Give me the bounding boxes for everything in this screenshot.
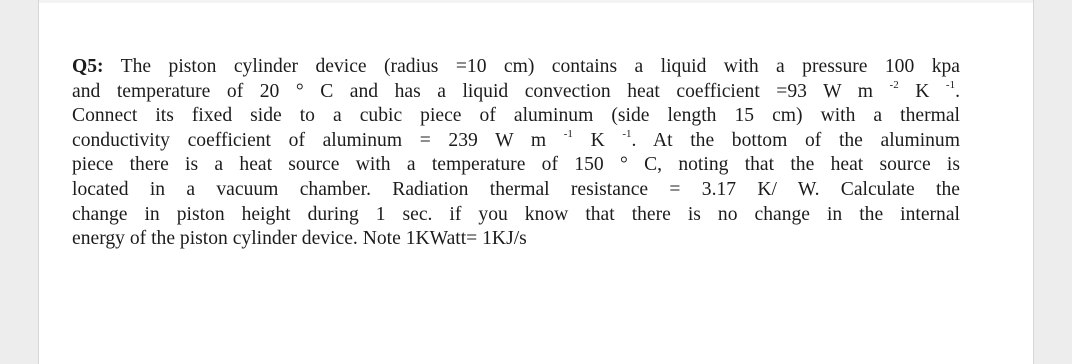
exponent: -1 <box>622 128 632 141</box>
question-text <box>72 55 960 252</box>
question-line-6: located in a vacuum chamber. Radiation thermal resistance = 3.17 K/ W. Calculate the <box>72 178 960 200</box>
question-line-1: Q5: The piston cylinder device (radius =10 cm) contains a liquid with a pressure 100 kpa <box>72 56 960 77</box>
exponent: -1 <box>563 128 573 141</box>
question-label: Q5: <box>72 56 104 77</box>
question-line-8: energy of the piston cylinder device. Note 1KWatt= 1KJ/s <box>72 228 527 250</box>
page-top-edge <box>39 0 1033 3</box>
question-line-5: piece there is a heat source with a temperature of 150 ° C, noting that the heat source is <box>72 154 960 176</box>
exponent: -2 <box>889 79 899 92</box>
question-line-3: Connect its fixed side to a cubic piece of aluminum (side length 15 cm) with a thermal <box>72 105 960 127</box>
question-line-4: conductivity coefficient of aluminum = 239 W m $^{-1}$ K $^{-1}$. At the bottom of the aluminum <box>72 128 960 151</box>
question-line-2: and temperature of 20 ° C and has a liquid convection heat coefficient =93 W m $^{-2}$ K $^{-1}$. <box>72 79 960 102</box>
question-line-7: change in piston height during 1 sec. if you know that there is no change in the internal <box>72 203 960 225</box>
exponent: -1 <box>945 79 956 92</box>
